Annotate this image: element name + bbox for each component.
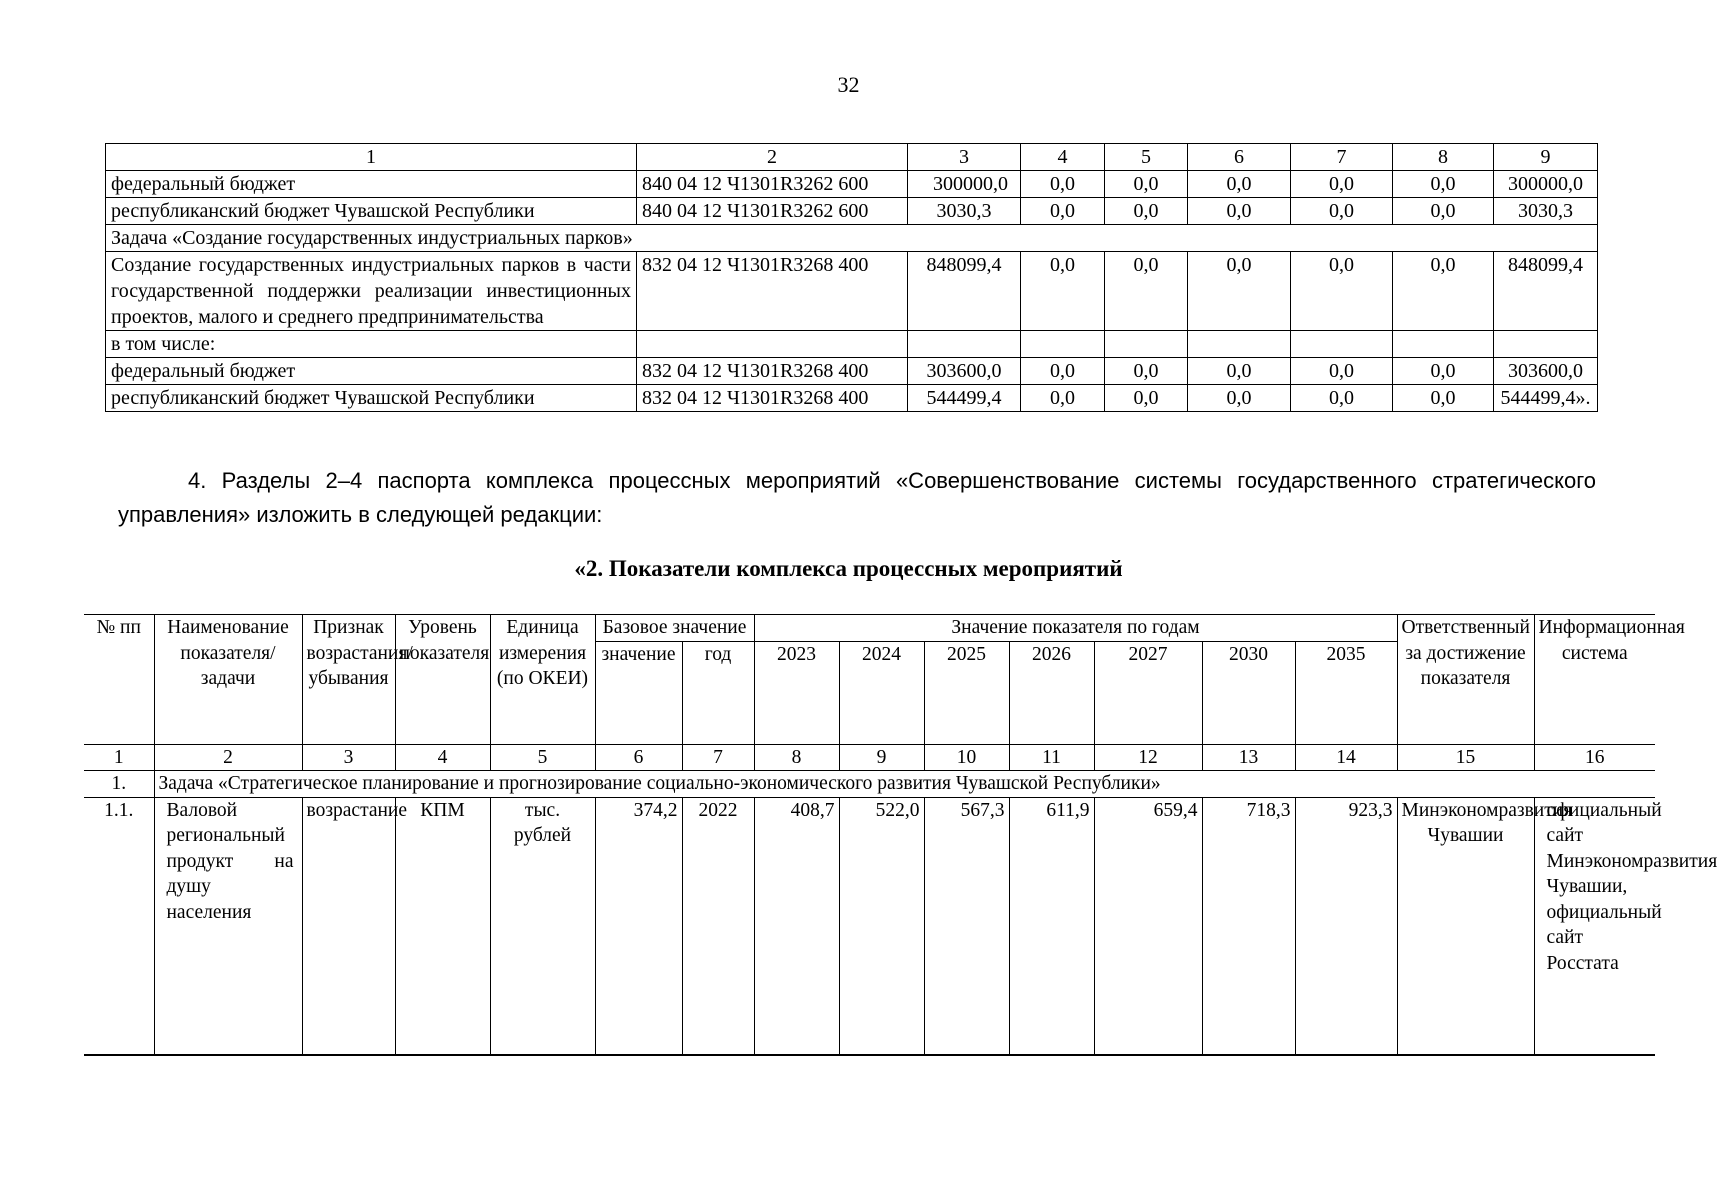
header-name: Наименование показателя/задачи — [154, 615, 302, 745]
header-base-value: значение — [595, 641, 682, 744]
col-header: 5 — [1105, 144, 1188, 171]
cell: 0,0 — [1105, 198, 1188, 225]
indicator-unit: тыс. рублей — [490, 797, 595, 1055]
header-base: Базовое значение — [595, 615, 754, 642]
cell: 0,0 — [1393, 198, 1494, 225]
row-code: 840 04 12 Ч1301R3262 600 — [637, 171, 908, 198]
task-title: Задача «Создание государственных индустриальных парков» — [106, 225, 1598, 252]
header-unit: Единица измерения (по ОКЕИ) — [490, 615, 595, 745]
row-name: в том числе: — [106, 331, 637, 358]
header-base-year: год — [682, 641, 754, 744]
header-year: 2035 — [1295, 641, 1397, 744]
header-sign: Признак возрастания/ убывания — [302, 615, 395, 745]
info-system: официальный сайт Минэкономразвития Чувашии, официальный сайт Росстата — [1534, 797, 1655, 1055]
row-code: 832 04 12 Ч1301R3268 400 — [637, 385, 908, 412]
cell: 0,0 — [1021, 252, 1105, 331]
header-level: Уровень показателя — [395, 615, 490, 745]
table-row — [106, 331, 1598, 358]
task-number: 1. — [84, 771, 154, 798]
header-year: 2024 — [839, 641, 924, 744]
col-header: 4 — [1021, 144, 1105, 171]
cell: 0,0 — [1291, 252, 1393, 331]
header-year: 2025 — [924, 641, 1009, 744]
task-row — [84, 771, 1655, 798]
cell: 0,0 — [1105, 358, 1188, 385]
cell: 0,0 — [1021, 171, 1105, 198]
header-row — [84, 615, 1655, 642]
row-code: 832 04 12 Ч1301R3268 400 — [637, 252, 908, 331]
col-number: 8 — [754, 744, 839, 771]
col-number: 6 — [595, 744, 682, 771]
cell: 0,0 — [1105, 171, 1188, 198]
header-num: № пп — [84, 615, 154, 745]
cell: 0,0 — [1021, 385, 1105, 412]
cell: 0,0 — [1188, 385, 1291, 412]
page-number: 32 — [837, 72, 860, 97]
body-paragraph: 4. Разделы 2–4 паспорта комплекса процессных мероприятий «Совершенствование системы государственного стратегического управления» изложить в следующей редакции: — [118, 468, 1596, 527]
cell: 0,0 — [1021, 198, 1105, 225]
row-number: 1.1. — [84, 797, 154, 1055]
budget-table — [105, 143, 1598, 412]
table-row — [106, 358, 1598, 385]
cell: 0,0 — [1188, 252, 1291, 331]
row-code: 832 04 12 Ч1301R3268 400 — [637, 358, 908, 385]
year-value: 567,3 — [924, 797, 1009, 1055]
col-number: 1 — [84, 744, 154, 771]
col-number: 11 — [1009, 744, 1094, 771]
row-name: республиканский бюджет Чувашской Республики — [106, 198, 637, 225]
col-number: 15 — [1397, 744, 1534, 771]
col-number: 9 — [839, 744, 924, 771]
col-number: 10 — [924, 744, 1009, 771]
cell: 0,0 — [1188, 198, 1291, 225]
cell: 303600,0 — [1494, 358, 1598, 385]
cell: 0,0 — [1393, 385, 1494, 412]
year-value: 611,9 — [1009, 797, 1094, 1055]
header-responsible: Ответственный за достижение показателя — [1397, 615, 1534, 745]
year-value: 923,3 — [1295, 797, 1397, 1055]
cell: 0,0 — [1291, 198, 1393, 225]
col-header: 2 — [637, 144, 908, 171]
col-number: 14 — [1295, 744, 1397, 771]
indicators-table — [84, 614, 1717, 1056]
row-name: Создание государственных индустриальных парков в части государственной поддержки реализации инвестиционных проектов, малого и среднего предпринимательства — [106, 252, 637, 331]
cell: 0,0 — [1393, 252, 1494, 331]
cell: 848099,4 — [908, 252, 1021, 331]
row-name: федеральный бюджет — [106, 358, 637, 385]
cell: 0,0 — [1188, 171, 1291, 198]
base-value: 374,2 — [595, 797, 682, 1055]
col-header: 7 — [1291, 144, 1393, 171]
table-row — [106, 198, 1598, 225]
col-number: 3 — [302, 744, 395, 771]
section-heading: «2. Показатели комплекса процессных мероприятий — [574, 556, 1123, 581]
col-number: 12 — [1094, 744, 1202, 771]
indicator-name: Валовой региональный продукт на душу населения — [154, 797, 302, 1055]
cell: 3030,3 — [1494, 198, 1598, 225]
year-value: 659,4 — [1094, 797, 1202, 1055]
table-row — [106, 385, 1598, 412]
cell: 0,0 — [1291, 171, 1393, 198]
table-row — [106, 171, 1598, 198]
year-value: 522,0 — [839, 797, 924, 1055]
col-number: 5 — [490, 744, 595, 771]
cell: 544499,4». — [1494, 385, 1598, 412]
col-header: 3 — [908, 144, 1021, 171]
col-header: 1 — [106, 144, 637, 171]
header-years-title: Значение показателя по годам — [754, 615, 1397, 642]
cell: 544499,4 — [908, 385, 1021, 412]
cell: 3030,3 — [908, 198, 1021, 225]
row-name: республиканский бюджет Чувашской Республики — [106, 385, 637, 412]
header-info-system: Информационная система — [1534, 615, 1655, 745]
row-code: 840 04 12 Ч1301R3262 600 — [637, 198, 908, 225]
header-year: 2027 — [1094, 641, 1202, 744]
cell: 0,0 — [1105, 252, 1188, 331]
col-header: 9 — [1494, 144, 1598, 171]
col-number: 2 — [154, 744, 302, 771]
row-name: федеральный бюджет — [106, 171, 637, 198]
header-year: 2023 — [754, 641, 839, 744]
indicator-level: КПМ — [395, 797, 490, 1055]
task-title: Задача «Стратегическое планирование и прогнозирование социально-экономического развития Чувашской Республики» — [154, 771, 1655, 798]
column-numbers-row — [84, 744, 1655, 771]
task-row — [106, 225, 1598, 252]
cell: 0,0 — [1291, 358, 1393, 385]
cell: 848099,4 — [1494, 252, 1598, 331]
year-value: 408,7 — [754, 797, 839, 1055]
responsible: Минэкономразвития Чувашии — [1397, 797, 1534, 1055]
cell: 0,0 — [1105, 385, 1188, 412]
cell: 0,0 — [1393, 358, 1494, 385]
col-number: 16 — [1534, 744, 1655, 771]
year-value: 718,3 — [1202, 797, 1295, 1055]
cell: 300000,0 — [908, 171, 1021, 198]
col-number: 7 — [682, 744, 754, 771]
header-year: 2026 — [1009, 641, 1094, 744]
base-year: 2022 — [682, 797, 754, 1055]
col-number: 4 — [395, 744, 490, 771]
column-numbers-row — [106, 144, 1598, 171]
cell: 0,0 — [1021, 358, 1105, 385]
col-number: 13 — [1202, 744, 1295, 771]
cell: 0,0 — [1188, 358, 1291, 385]
indicator-sign: возрастание — [302, 797, 395, 1055]
col-header: 6 — [1188, 144, 1291, 171]
table-row — [106, 252, 1598, 331]
cell: 303600,0 — [908, 358, 1021, 385]
cell: 0,0 — [1393, 171, 1494, 198]
cell: 300000,0 — [1494, 171, 1598, 198]
col-header: 8 — [1393, 144, 1494, 171]
table-row — [84, 797, 1655, 1055]
cell: 0,0 — [1291, 385, 1393, 412]
header-year: 2030 — [1202, 641, 1295, 744]
